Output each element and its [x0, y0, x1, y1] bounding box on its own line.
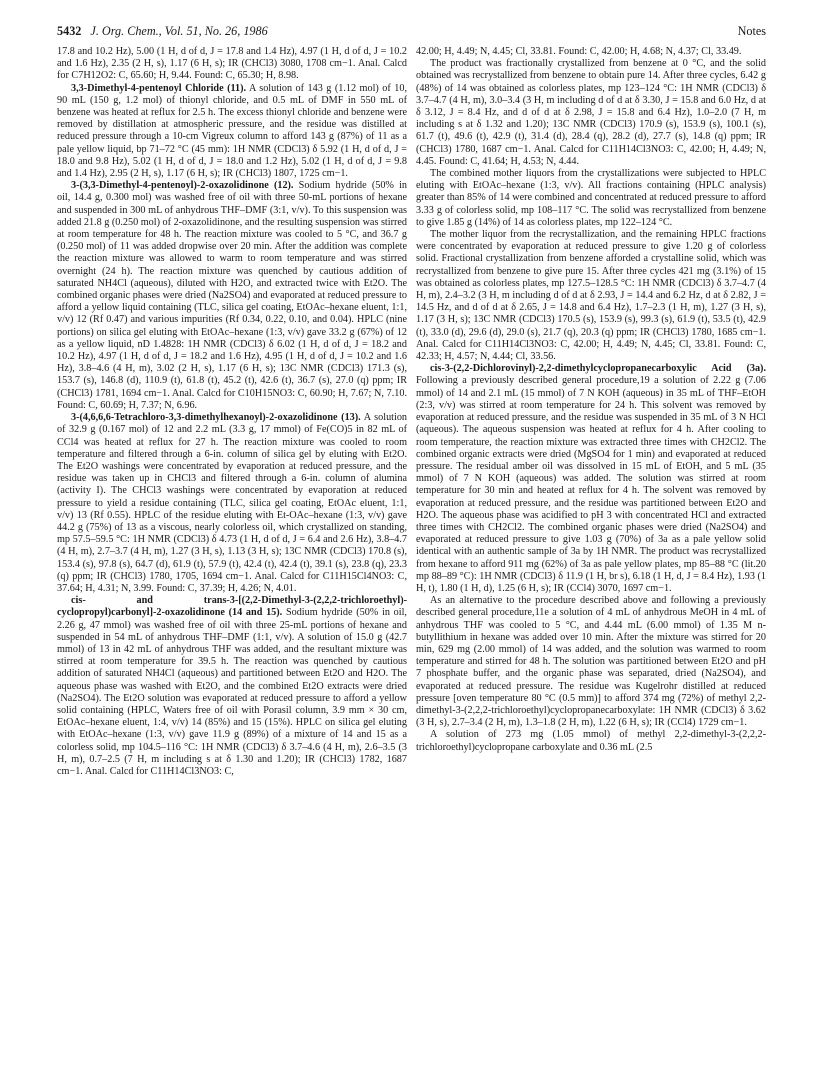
paragraph — [416, 58, 766, 168]
paragraph-text: A solution of 32.9 g (0.167 mol) of 12 and 2.2 mL (3.3 g, 17 mmol) of Fe(CO)5 in 82 mL of CCl4 was heated at reflux for 27 h. The reaction mixture was cooled to room temperature and filtered through a 6-in. column of silica gel by eluting with Et2O. The Et2O washings were concentrated by evaporation at reduced pressure, and the residue was taken up in CHCl3 and filtered through a 6-in. column of alumina (activity I). The CHCl3 washings were concentrated by evaporation at reduced pressure to yield a residue containing (TLC, silica gel coating, EtOAc eluent, 1:1, v/v) 13 (Rf 0.55). HPLC of the residue eluting with Et-OAc–hexane (1:3, v/v) gave 44.2 g (75%) of 13 as a viscous, nearly colorless oil, which crystallized on standing, mp 57.5–59.5 °C: 1H NMR (CDCl3) δ 4.73 (1 H, d of d, J = 6.4 and 2.6 Hz), 3.8–4.7 (4 H, m), 2.7–3.7 (4 H, m), 1.27 (3 H, s), 1.13 (3 H, s); 13C NMR (CDCl3) 170.8 (s), 153.4 (s), 97.8 (s), 64.7 (d), 61.9 (t), 57.9 (t), 42.4 (t), 42.4 (t), 39.1 (s), 23.8 (q), 23.3 (q) ppm; IR (CHCl3) 1780, 1705, 1694 cm−1. Anal. Calcd for C11H15Cl4NO3: C, 37.64; H, 4.31; N, 3.99. Found: C, 37.39; H, 4.26; N, 4.01. — [57, 412, 408, 594]
paragraph — [57, 595, 407, 778]
page-number: 5432 — [57, 24, 82, 38]
paragraph-text: 17.8 and 10.2 Hz), 5.00 (1 H, d of d, J = 17.8 and 1.4 Hz), 4.97 (1 H, d of d, J = 10.2 and 1.6 Hz), 2.35 (2 H, s), 1.17 (6 H, s); IR (CHCl3) 3080, 1708 cm−1. Anal. Calcd for C7H12O2: C, 65.60; H, 9.44. Found: C, 65.30; H, 8.98. — [57, 46, 407, 82]
paragraph — [416, 46, 766, 58]
paragraph — [57, 412, 407, 595]
paragraph — [57, 180, 407, 412]
paragraph-text: Sodium hydride (50% in oil, 14.4 g, 0.300 mol) was washed free of oil with three 50-mL portions of hexane and suspended in 300 mL of anhydrous THF–DMF (3:1, v/v). To this suspension was added 21.8 g (0.250 mol) of 2-oxazolidinone, and the resulting suspension was stirred at room temperature for 48 h. The reaction mixture was cooled to 5 °C, and 36.7 g (0.250 mol) of 11 was added dropwise over 20 min. After the addition was complete the reaction mixture was allowed to warm to room temperature and was stirred overnight (24 h). The reaction mixture was quenched by cautious addition of saturated NH4Cl (aqueous), diluted with H2O, and extracted twice with Et2O. The combined organic phases were dried (Na2SO4) and evaporated at reduced pressure to afford a yellow liquid containing (TLC, silica gel coating, EtOAc–hexane eluent, 1:1, v/v) 12 (Rf 0.47) and various impurities (Rf 0.34, 0.22, 0.10, and 0.04). HPLC (nine portions) on silica gel eluting with EtOAc–hexane (1:3, v/v) gave 33.2 g (67%) of 12 as a yellow liquid, nD 1.4828: 1H NMR (CDCl3) δ 6.02 (1 H, d of d, J = 18.2 and 10.2 Hz), 4.97 (1 H, d of d, J = 18.2 and 1.6 Hz), 4.95 (1 H, d of d, J = 10.2 and 1.6 Hz), 3.8–4.6 (4 H, m), 3.02 (2 H, s), 1.17 (6 H, s); 13C NMR (CDCl3) 171.3 (s), 153.7 (s), 146.8 (d), 110.9 (t), 61.8 (t), 45.2 (t), 42.6 (t), 36.7 (s), 27.0 (q) ppm; IR (CHCl3) 1781, 1694 cm−1. Anal. Calcd for C10H15NO3: C, 60.90; H, 7.67; N, 7.10. Found: C, 60.69; H, 7.37; N, 6.96. — [57, 180, 407, 411]
compound-title: cis- and trans-3-[(2,2-Dimethyl-3-(2,2,2-trichloroethyl)-cyclopropyl)carbonyl]-2-oxazolidinone (14 and 15). — [57, 595, 407, 619]
journal-citation: J. Org. Chem., Vol. 51, No. 26, 1986 — [90, 24, 268, 38]
paragraph-text: 42.00; H, 4.49; N, 4.45; Cl, 33.81. Found: C, 42.00; H, 4.68; N, 4.37; Cl, 33.49. — [416, 46, 742, 57]
paragraph — [416, 595, 766, 729]
paragraph-text: A solution of 143 g (1.12 mol) of 10, 90 mL (150 g, 1.2 mol) of thionyl chloride, and 0.5 mL of DMF in 550 mL of benzene was heated at reflux for 2.5 h. The excess thionyl chloride and benzene were removed by distillation at atmospheric pressure, and the residue was distilled at reduced pressure through a 10-cm Vigreux column to afford 143 g (87%) of 11 as a pale yellow liquid, bp 71–72 °C (45 mm): 1H NMR (CDCl3) δ 5.92 (1 H, d of d, J = 18.0 and 9.8 Hz), 5.02 (1 H, d of d, J = 18.0 and 1.2 Hz), 5.02 (1 H, d of d, J = 9.8 and 1.4 Hz), 2.95 (2 H, s), 1.17 (6 H, s); IR (CHCl3) 1807, 1725 cm−1. — [57, 82, 407, 180]
paragraph — [416, 729, 766, 753]
paragraph-text: A solution of 273 mg (1.05 mmol) of methyl 2,2-dimethyl-3-(2,2,2-trichloroethyl)cyclopropane carboxylate and 0.36 mL (2.5 — [416, 729, 766, 753]
paragraph-text: Sodium hydride (50% in oil, 2.26 g, 47 mmol) was washed free of oil with three 25-mL portions of hexane and suspended in 54 mL of anhydrous THF–DMF (1:1, v/v). A solution of 15.0 g (42.7 mmol) of 13 in 42 mL of anhydrous THF was added, and the resultant mixture was stirred at room temperature for 39.5 h. The reaction was quenched by cautious addition of saturated NH4Cl (aqueous) and partitioned between Et2O and H2O. The aqueous phase was washed with Et2O, and the combined Et2O extracts were dried (Na2SO4). The Et2O solution was evaporated at reduced pressure to afford a yellow solid containing (HPLC, Waters free of oil with Porasil column, 3.9 mm × 30 cm, EtOAc–hexane eluent, 1:4, v/v) 14 (85%) and 15 (15%). HPLC on silica gel eluting with EtOAc–hexane (1:3, v/v) gave 11.9 g (89%) of a mixture of 14 and 15 as a colorless solid, mp 104.5–116 °C: 1H NMR (CDCl3) δ 3.7–4.6 (4 H, m), 2.6–3.5 (3 H, m), 0.7–2.5 (7 H, m including s at δ 1.30 and 1.20); IR (CHCl3) 1782, 1687 cm−1. Anal. Calcd for C11H14Cl3NO3: C, — [57, 607, 407, 777]
paragraph — [416, 363, 766, 595]
compound-title: 3-(4,6,6,6-Tetrachloro-3,3-dimethylhexanoyl)-2-oxazolidinone (13). — [71, 412, 361, 424]
compound-title: cis-3-(2,2-Dichlorovinyl)-2,2-dimethylcyclopropanecarboxylic Acid (3a). — [430, 363, 766, 375]
section-label: Notes — [737, 24, 766, 38]
paragraph-text: The product was fractionally crystallized from benzene at 0 °C, and the solid obtained was recrystallized from benzene to obtain pure 14. After three cycles, 6.42 g (48%) of 14 was obtained as colorless plates, mp 123–124 °C: 1H NMR (CDCl3) δ 3.7–4.7 (4 H, m), 3.0–3.4 (3 H, m including d of d at δ 3.30, J = 15.8 and 6.0 Hz, d at δ 3.12, J = 8.4 Hz, and d of d at δ 2.98, J = 15.8 and 6.4 Hz), 1.0–2.0 (7 H, m including s at δ 1.32 and 1.20); 13C NMR (CDCl3) 170.9 (s), 153.9 (s), 100.1 (s), 61.7 (t), 49.6 (t), 42.9 (t), 31.4 (d), 28.4 (q), 28.2 (d), 27.7 (s), 14.8 (q) ppm; IR (CHCl3) 1780, 1687 cm−1. Anal. Calcd for C11H14Cl3NO3: C, 42.00; H, 4.49; N, 4.45. Found: C, 41.64; H, 4.53; N, 4.44. — [416, 58, 766, 167]
page-header — [57, 24, 766, 42]
right-column — [416, 46, 766, 754]
paragraph — [57, 46, 407, 83]
paragraph — [416, 168, 766, 229]
left-column — [57, 46, 407, 778]
paragraph-text: The combined mother liquors from the crystallizations were subjected to HPLC eluting with EtOAc–hexane (1:3, v/v). All fractions containing (HPLC analysis) greater than 85% of 14 were combined and concentrated at reduced pressure to afford 3.33 g of colorless solid, mp 108–117 °C. The solid was recrystallized from benzene to give 1.85 g (14%) of 14 as colorless plates, mp 122–124 °C. — [416, 168, 766, 228]
paragraph-text: Following a previously described general procedure,19 a solution of 2.22 g (7.06 mmol) of 14 and 2.1 mL (15 mmol) of 7 N KOH (aqueous) in 35 mL of THF–EtOH (2:3, v/v) was stirred at room temperature for 24 h. This solvent was removed by evaporation at reduced pressure, and the residue was suspended in 35 mL of 3 N HCl (aqueous). The aqueous suspension was heated at reflux for 4 h. After cooling to room temperature, the reaction mixture was extracted three times with CH2Cl2. The combined organic extracts were dried (MgSO4 for 1 min) and evaporated at reduced pressure. The residual amber oil was dissolved in 15 mL of EtOH, and 5 mL (35 mmol) of 7 N KOH (aqueous) was added. The solution was stirred at room temperature for 30 min and heated at reflux for 4 h. The solvent was removed by evaporation at reduced pressure, and the residue was partitioned between Et2O and H2O. The aqueous phase was acidified to pH 3 with concentrated HCl and extracted three times with CH2Cl2. The combined organic phases were dried (Na2SO4) and evaporated at reduced pressure to give 1.03 g (70%) of 3a as a pale yellow solid identical with an authentic sample of 3a by 1H NMR. The product was recrystallized from hexane to afford 911 mg (62%) of 3a as pale yellow plates, mp 85–88 °C (lit.20 mp 88–89 °C): 1H NMR (CDCl3) δ 11.9 (1 H, br s), 6.18 (1 H, d, J = 8.4 Hz), 1.93 (1 H, t), 1.80 (1 H, d), 1.25 (6 H, s); IR (CCl4) 3070, 1697 cm−1. — [416, 375, 766, 594]
paragraph-text: As an alternative to the procedure described above and following a previously described general procedure,11e a solution of 4 mL of anhydrous MeOH in 4 mL of anhydrous THF was cooled to 5 °C, and 4.44 mL (6.00 mmol) of 1.35 M n-butyllithium in hexane was added over 10 min. After the mixture was stirred for 20 min, 629 mg (2.00 mmol) of 14 was added, and the solution was warmed to room temperature and stirred for 48 h. The solution was partitioned between Et2O and pH 7 phosphate buffer, and the organic phase was separated, dried (Na2SO4), and evaporated at reduced pressure. The residue was Kugelrohr distilled at reduced pressure [oven temperature 80 °C (0.5 mm)] to afford 374 mg (72%) of methyl 2,2-dimethyl-3-(2,2,2-trichloroethyl)cyclopropanecarboxylate: 1H NMR (CDCl3) δ 3.62 (3 H, s), 2.7–3.4 (2 H, m), 1.3–1.8 (2 H, m), 1.22 (6 H, s); IR (CCl4) 1729 cm−1. — [416, 595, 766, 729]
compound-title: 3-(3,3-Dimethyl-4-pentenoyl)-2-oxazolidinone (12). — [71, 180, 294, 192]
paragraph — [57, 83, 407, 181]
compound-title: 3,3-Dimethyl-4-pentenoyl Chloride (11). — [71, 82, 247, 94]
paragraph — [416, 229, 766, 363]
paragraph-text: The mother liquor from the recrystallization, and the remaining HPLC fractions were concentrated by evaporation at reduced pressure to give 1.20 g of colorless solid. Fractional crystallization from benzene afforded a crystalline solid, which was recrystallized from benzene to give pure 15. After three cycles 421 mg (3.1%) of 15 was obtained as colorless plates, mp 127.5–128.5 °C: 1H NMR (CDCl3) δ 3.7–4.7 (4 H, m), 2.4–3.2 (3 H, m including d of d at δ 2.93, J = 14.4 and 6.2 Hz, d at δ 2.82, J = 14.5 Hz, and d of d at δ 2.65, J = 14.8 and 6.4 Hz), 1.7–2.3 (1 H, m), 1.27 (3 H, s), 1.17 (3 H, s); 13C NMR (CDCl3) 170.5 (s), 153.9 (s), 99.3 (s), 61.9 (t), 53.5 (t), 42.9 (t), 33.0 (d), 29.6 (d), 29.0 (s), 21.7 (q), 20.3 (q) ppm; IR (CHCl3) 1780, 1685 cm−1. Anal. Calcd for C11H14Cl3NO3: C, 42.00; H, 4.49; N, 4.45; Cl, 33.81. Found: C, 42.33; H, 4.57; N, 4.44; Cl, 33.56. — [416, 229, 766, 363]
